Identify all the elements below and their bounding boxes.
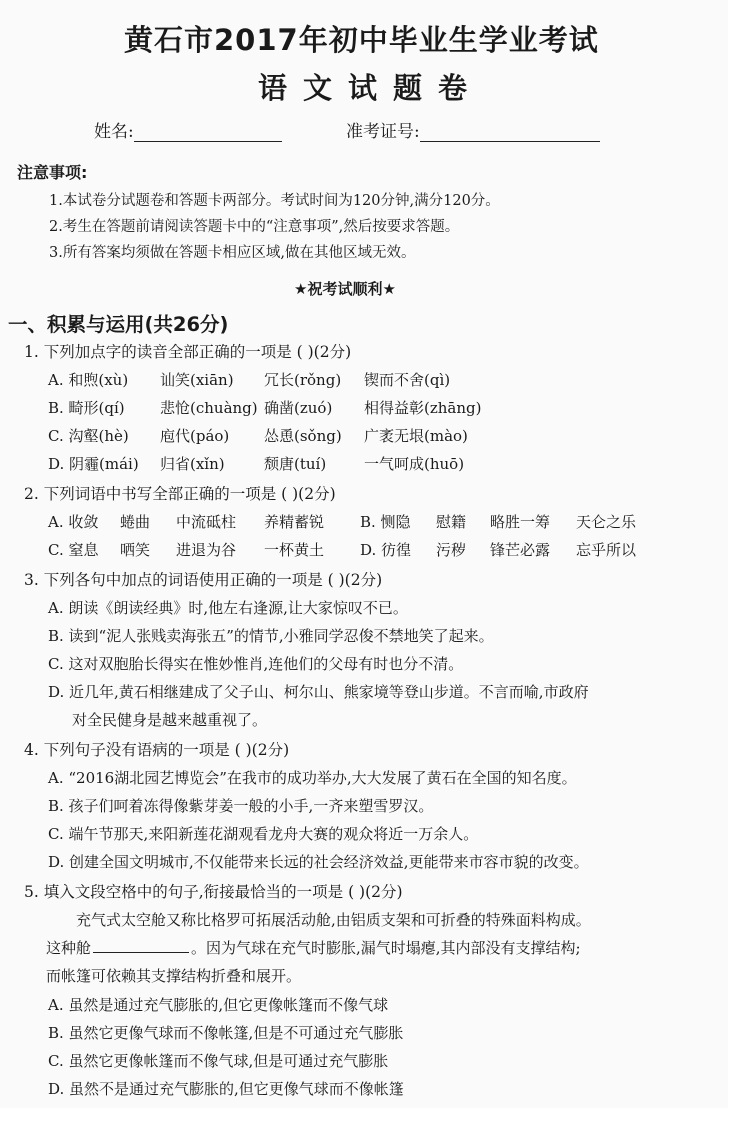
question-1-option: 颓唐(tuí) bbox=[264, 455, 327, 473]
question-1-option: 庖代(páo) bbox=[160, 427, 230, 445]
question-3-option: A. 朗读《朗读经典》时,他左右逢源,让大家惊叹不已。 bbox=[48, 599, 408, 617]
question-2-option: 慰籍 bbox=[436, 513, 467, 531]
question-2-option: D. 彷徨 bbox=[360, 541, 412, 559]
question-1-option: 相得益彰(zhāng) bbox=[364, 399, 482, 417]
exam-subtitle: 语文试题卷 bbox=[258, 71, 484, 105]
passage-text: 这种舱 bbox=[46, 939, 92, 957]
question-3-option-cont: 对全民健身是越来越重视了。 bbox=[72, 711, 268, 729]
question-1-stem: 1. 下列加点字的读音全部正确的一项是 ( )(2分) bbox=[24, 343, 352, 361]
notice-item: 2.考生在答题前请阅读答题卡中的“注意事项”,然后按要求答题。 bbox=[49, 219, 460, 235]
name-field bbox=[94, 117, 282, 142]
question-1-option: 广袤无垠(mào) bbox=[364, 427, 468, 445]
question-2-option: 进退为谷 bbox=[176, 541, 237, 559]
question-2-option: A. 收敛 bbox=[48, 513, 99, 531]
passage-line: 而帐篷可依赖其支撑结构折叠和展开。 bbox=[46, 967, 302, 985]
question-4-option: D. 创建全国文明城市,不仅能带来长远的社会经济效益,更能带来市容市貌的改变。 bbox=[48, 853, 589, 871]
question-2-option: 忘乎所以 bbox=[576, 541, 637, 559]
question-1-option: 一气呵成(huō) bbox=[364, 455, 465, 473]
question-1-option: D. 阴霾(mái) bbox=[48, 455, 139, 473]
question-2-option: 养精蓄锐 bbox=[264, 513, 325, 531]
question-4-stem: 4. 下列句子没有语病的一项是 ( )(2分) bbox=[24, 741, 290, 759]
good-luck-text: ★祝考试顺利★ bbox=[294, 280, 396, 298]
passage-line bbox=[46, 937, 581, 958]
question-1-option: A. 和煦(xù) bbox=[48, 371, 129, 389]
question-2-option: 一杯黄土 bbox=[264, 541, 325, 559]
question-5-stem: 5. 填入文段空格中的句子,衔接最恰当的一项是 ( )(2分) bbox=[24, 883, 403, 901]
question-2-option: 锋芒必露 bbox=[490, 541, 551, 559]
question-3-option: C. 这对双胞胎长得实在惟妙惟肖,连他们的父母有时也分不清。 bbox=[48, 655, 464, 673]
notice-item: 3.所有答案均须做在答题卡相应区域,做在其他区域无效。 bbox=[49, 245, 416, 261]
question-2-stem: 2. 下列词语中书写全部正确的一项是 ( )(2分) bbox=[24, 485, 336, 503]
section-title: 一、积累与运用(共26分) bbox=[8, 313, 229, 336]
question-4-option: B. 孩子们呵着冻得像紫芽姜一般的小手,一齐来塑雪罗汉。 bbox=[48, 797, 434, 815]
notice-item: 1.本试卷分试题卷和答题卡两部分。考试时间为120分钟,满分120分。 bbox=[49, 193, 500, 209]
fill-in-blank bbox=[93, 938, 189, 953]
question-2-option: B. 恻隐 bbox=[360, 513, 411, 531]
exam-id-label: 准考证号: bbox=[346, 122, 420, 142]
exam-id-field bbox=[346, 117, 600, 142]
passage-text: 。因为气球在充气时膨胀,漏气时塌瘪,其内部没有支撑结构; bbox=[191, 939, 581, 957]
question-1-option: 讪笑(xiān) bbox=[160, 371, 234, 389]
question-1-option: 锲而不舍(qì) bbox=[364, 371, 451, 389]
question-1-option: C. 沟壑(hè) bbox=[48, 427, 129, 445]
question-5-option: B. 虽然它更像气球而不像帐篷,但是不可通过充气膨胀 bbox=[48, 1024, 404, 1042]
exam-title: 黄石市2017年初中毕业生学业考试 bbox=[124, 23, 599, 57]
name-label: 姓名: bbox=[94, 122, 134, 142]
question-3-stem: 3. 下列各句中加点的词语使用正确的一项是 ( )(2分) bbox=[24, 571, 383, 589]
question-5-option: D. 虽然不是通过充气膨胀的,但它更像气球而不像帐篷 bbox=[48, 1080, 404, 1098]
question-1-option: 悲怆(chuàng) bbox=[160, 399, 258, 417]
question-1-option: 归省(xǐn) bbox=[160, 455, 225, 473]
question-1-option: 确凿(zuó) bbox=[264, 399, 333, 417]
notice-heading: 注意事项: bbox=[17, 163, 88, 182]
question-2-option: 略胜一筹 bbox=[490, 513, 551, 531]
question-2-option: 蜷曲 bbox=[120, 513, 151, 531]
name-blank bbox=[134, 123, 282, 142]
question-2-option: 天仑之乐 bbox=[576, 513, 637, 531]
question-2-option: 中流砥柱 bbox=[176, 513, 237, 531]
question-5-option: C. 虽然它更像帐篷而不像气球,但是可通过充气膨胀 bbox=[48, 1052, 389, 1070]
question-1-option: B. 畸形(qí) bbox=[48, 399, 125, 417]
question-3-option: D. 近几年,黄石相继建成了父子山、柯尔山、熊家境等登山步道。不言而喻,市政府 bbox=[48, 683, 589, 701]
question-5-option: A. 虽然是通过充气膨胀的,但它更像帐篷而不像气球 bbox=[48, 996, 389, 1014]
question-4-option: A. “2016湖北园艺博览会”在我市的成功举办,大大发展了黄石在全国的知名度。 bbox=[48, 769, 577, 787]
question-2-option: 污秽 bbox=[436, 541, 467, 559]
passage-line: 充气式太空舱又称比格罗可拓展活动舱,由铝质支架和可折叠的特殊面料构成。 bbox=[76, 911, 591, 929]
question-1-option: 冗长(rǒng) bbox=[264, 371, 342, 389]
question-3-option: B. 读到“泥人张贱卖海张五”的情节,小雅同学忍俊不禁地笑了起来。 bbox=[48, 627, 494, 645]
question-4-option: C. 端午节那天,来阳新莲花湖观看龙舟大赛的观众将近一万余人。 bbox=[48, 825, 479, 843]
question-2-option: 哂笑 bbox=[120, 541, 151, 559]
exam-id-blank bbox=[420, 123, 600, 142]
question-2-option: C. 窒息 bbox=[48, 541, 99, 559]
question-1-option: 怂恿(sǒng) bbox=[264, 427, 342, 445]
